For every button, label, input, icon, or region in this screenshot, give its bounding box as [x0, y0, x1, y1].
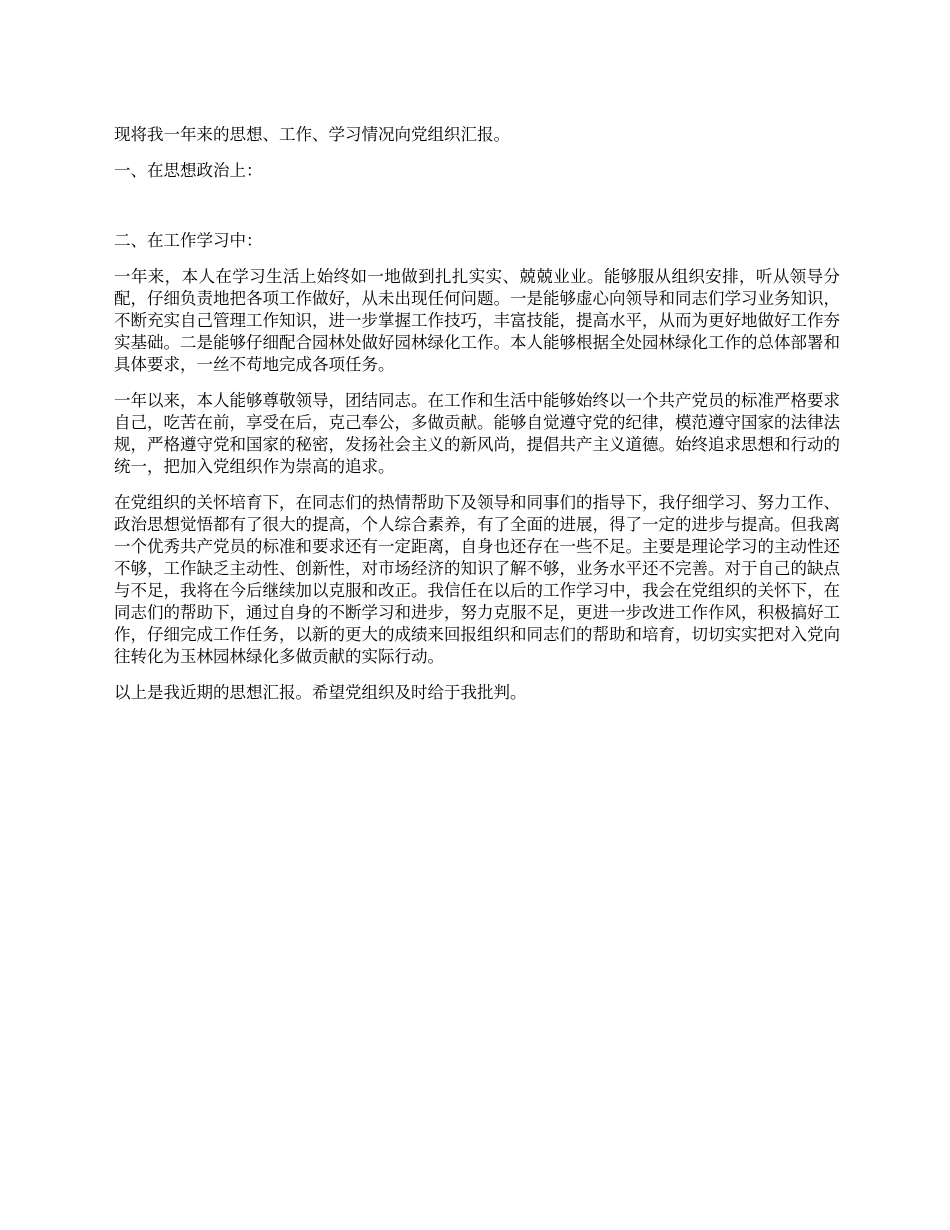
body-paragraph-1: 一年来，本人在学习生活上始终如一地做到扎扎实实、兢兢业业。能够服从组织安排，听从领导分配，仔细负责地把各项工作做好，从未出现任何问题。一是能够虚心向领导和同志们学习业务知识，不断充实自己管理工作知识，进一步掌握工作技巧，丰富技能，提高水平，从而为更好地做好工作夯实基础。二是能够仔细配合园林处做好园林绿化工作。本人能够根据全处园林绿化工作的总体部署和具体要求，一丝不苟地完成各项任务。 — [114, 267, 840, 374]
section-heading-political: 一、在思想政治上： — [114, 161, 263, 180]
section-heading-work-study: 二、在工作学习中： — [114, 231, 263, 250]
body-paragraph-2: 一年以来，本人能够尊敬领导，团结同志。在工作和生活中能够始终以一个共产党员的标准严格要求自己，吃苦在前，享受在后，克己奉公，多做贡献。能够自觉遵守党的纪律，模范遵守国家的法律法规，严格遵守党和国家的秘密，发扬社会主义的新风尚，提倡共产主义道德。始终追求思想和行动的统一，把加入党组织作为崇高的追求。 — [114, 391, 840, 476]
body-paragraph-3: 在党组织的关怀培育下，在同志们的热情帮助下及领导和同事们的指导下，我仔细学习、努力工作、政治思想觉悟都有了很大的提高，个人综合素养，有了全面的进展，得了一定的进步与提高。但我离一个优秀共产党员的标准和要求还有一定距离，自身也还存在一些不足。主要是理论学习的主动性还不够，工作缺乏主动性、创新性，对市场经济的知识了解不够，业务水平还不完善。对于自己的缺点与不足，我将在今后继续加以克服和改正。我信任在以后的工作学习中，我会在党组织的关怀下，在同志们的帮助下，通过自身的不断学习和进步，努力克服不足，更进一步改进工作作风，积极搞好工作，仔细完成工作任务，以新的更大的成绩来回报组织和同志们的帮助和培育，切切实实把对入党向往转化为玉林园林绿化多做贡献的实际行动。 — [114, 493, 840, 666]
closing-paragraph: 以上是我近期的思想汇报。希望党组织及时给于我批判。 — [114, 683, 527, 702]
intro-paragraph: 现将我一年来的思想、工作、学习情况向党组织汇报。 — [114, 125, 510, 144]
document-body — [114, 124, 840, 704]
